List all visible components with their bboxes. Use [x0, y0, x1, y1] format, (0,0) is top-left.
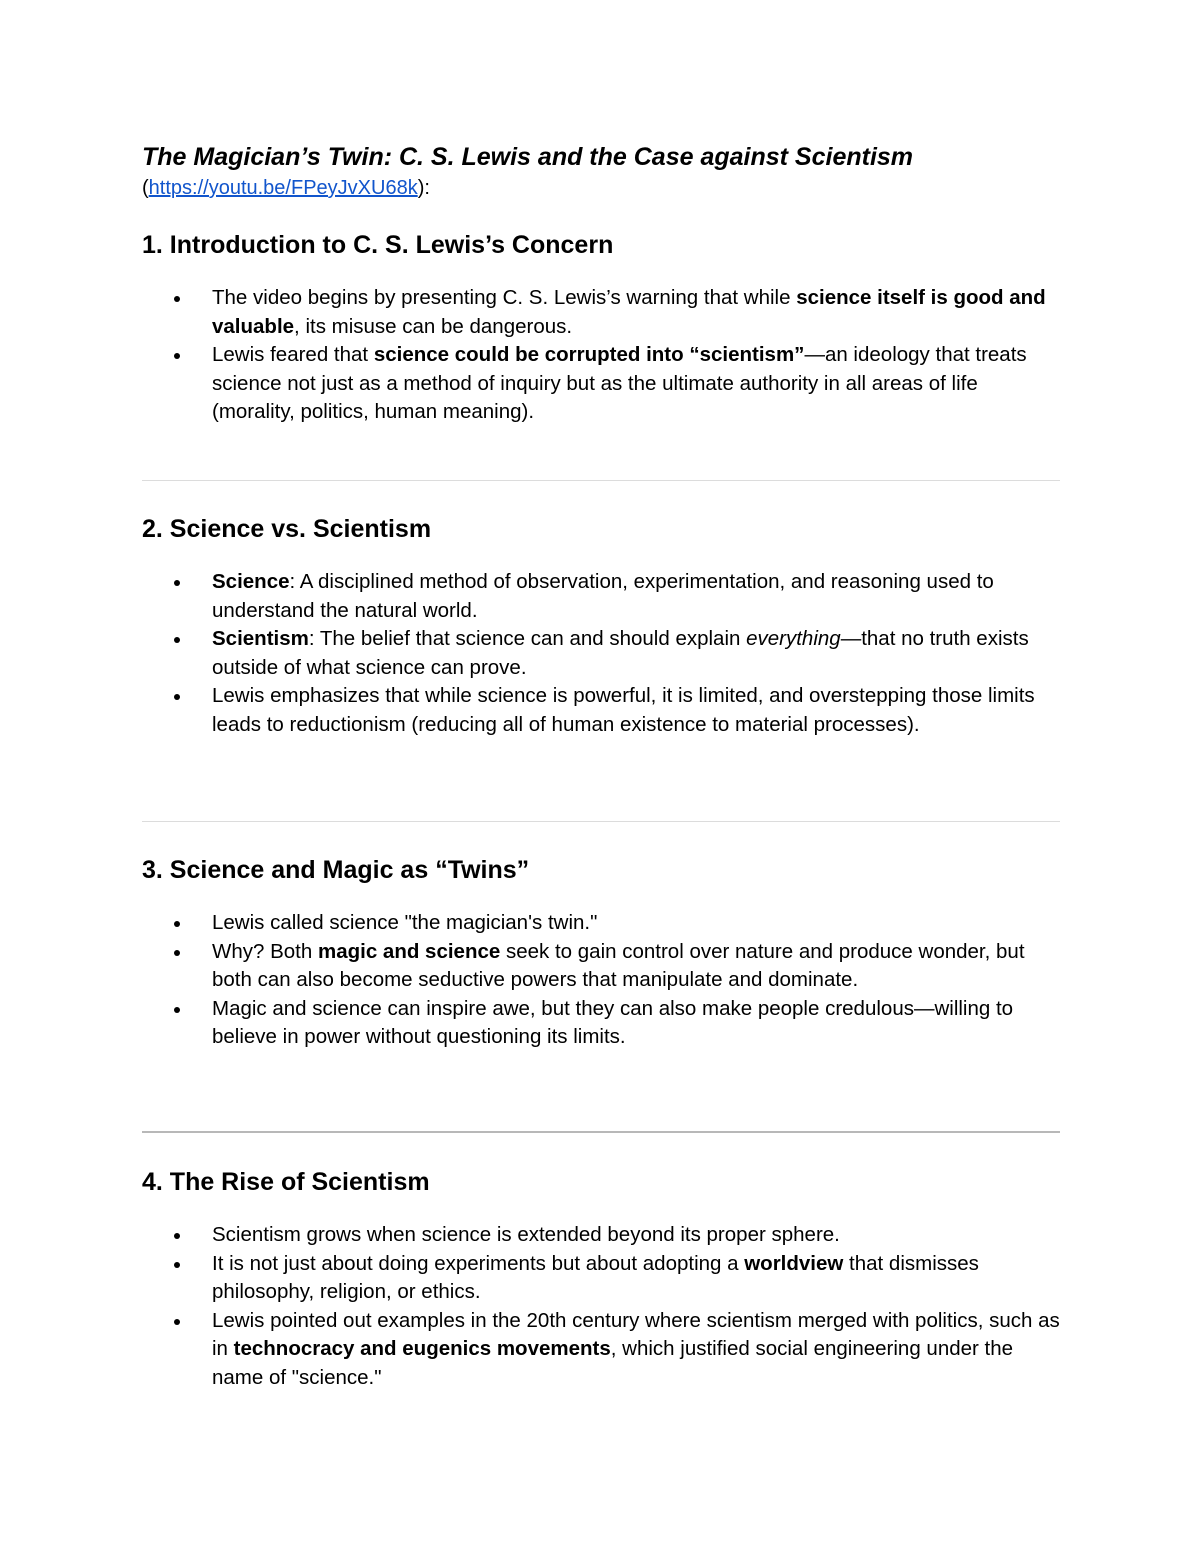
section-heading: 2. Science vs. Scientism	[142, 515, 432, 543]
bullet-dot-icon	[174, 1319, 180, 1325]
section-introduction	[142, 228, 1060, 427]
bullet-item: Lewis pointed out examples in the 20th century where scientism merged with politics, such as in technocracy and eugenics movements, which justified social engineering under the name of "science."	[142, 1307, 1060, 1393]
bullet-list	[142, 909, 1060, 1052]
source-open-paren: (	[142, 177, 149, 199]
bullet-dot-icon	[174, 637, 180, 643]
section-divider	[142, 821, 1060, 822]
bullet-dot-icon	[174, 1007, 180, 1013]
bullet-item: Scientism: The belief that science can and should explain everything—that no truth exists outside of what science can prove.	[142, 625, 1060, 682]
bullet-dot-icon	[174, 296, 180, 302]
bullet-dot-icon	[174, 950, 180, 956]
bullet-item: Lewis emphasizes that while science is powerful, it is limited, and overstepping those limits leads to reductionism (reducing all of human existence to material processes).	[142, 682, 1060, 739]
bullet-list	[142, 1221, 1060, 1392]
video-link[interactable]: https://youtu.be/FPeyJvXU68k	[148, 177, 418, 199]
bullet-list	[142, 568, 1060, 739]
bullet-item: It is not just about doing experiments but about adopting a worldview that dismisses philosophy, religion, or ethics.	[142, 1250, 1060, 1307]
bullet-item: Scientism grows when science is extended beyond its proper sphere.	[142, 1221, 1060, 1250]
section-heading: 3. Science and Magic as “Twins”	[142, 856, 530, 884]
section-divider	[142, 480, 1060, 481]
bullet-dot-icon	[174, 1262, 180, 1268]
bullet-item: Science: A disciplined method of observation, experimentation, and reasoning used to understand the natural world.	[142, 568, 1060, 625]
bullet-dot-icon	[174, 1233, 180, 1239]
section-divider	[142, 1131, 1060, 1133]
section-heading: 4. The Rise of Scientism	[142, 1168, 430, 1196]
bullet-dot-icon	[174, 580, 180, 586]
bullet-dot-icon	[174, 353, 180, 359]
document-title: The Magician’s Twin: C. S. Lewis and the Case against Scientism	[142, 143, 914, 171]
document-page	[142, 140, 1060, 1389]
video-source-line	[142, 174, 1060, 202]
bullet-item: The video begins by presenting C. S. Lewis’s warning that while science itself is good and valuable, its misuse can be dangerous.	[142, 284, 1060, 341]
bullet-dot-icon	[174, 921, 180, 927]
bullet-item: Magic and science can inspire awe, but they can also make people credulous—willing to believe in power without questioning its limits.	[142, 995, 1060, 1052]
section-science-vs-scientism	[142, 512, 1060, 739]
bullet-list	[142, 284, 1060, 427]
bullet-item: Lewis called science "the magician's twin."	[142, 909, 1060, 938]
section-rise-of-scientism	[142, 1165, 1060, 1392]
section-science-and-magic	[142, 853, 1060, 1052]
section-heading: 1. Introduction to C. S. Lewis’s Concern	[142, 231, 614, 259]
bullet-item: Lewis feared that science could be corrupted into “scientism”—an ideology that treats science not just as a method of inquiry but as the ultimate authority in all areas of life (morality, politics, human meaning).	[142, 341, 1060, 427]
bullet-item: Why? Both magic and science seek to gain control over nature and produce wonder, but both can also become seductive powers that manipulate and dominate.	[142, 938, 1060, 995]
source-close-paren: ):	[417, 177, 430, 199]
bullet-dot-icon	[174, 694, 180, 700]
